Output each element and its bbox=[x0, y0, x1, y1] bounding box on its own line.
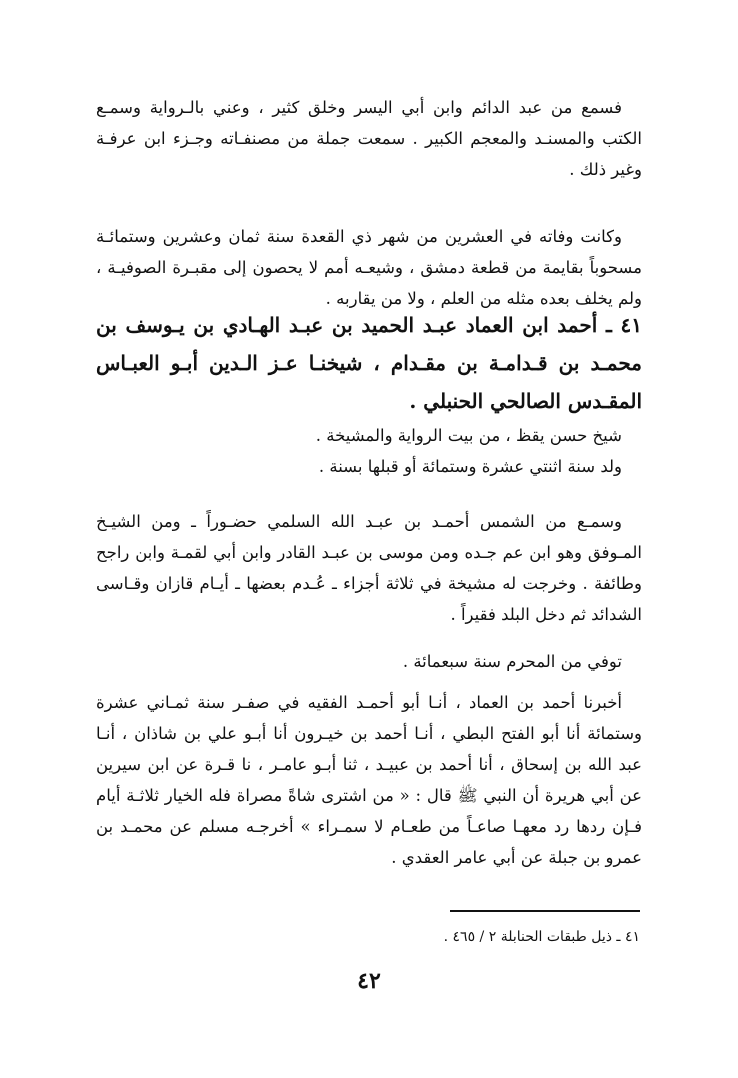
heading-text: ٤١ ـ أحمد ابن العماد عبـد الحميد بن عبـد الهـادي بن يـوسف بن محمـد بن قـدامـة بن مقـدام ، شيخنـا عـز الـدين أبـو العبـاس المقـدس الصالحي الحنبلي . bbox=[96, 313, 642, 413]
paragraph-text: أخبرنا أحمد بن العماد ، أنـا أبو أحمـد الفقيه في صفـر سنة ثمـاني عشرة وستمائة أنا أبو الفتح البطي ، أنـا أحمد بن خيـرون أنا أبـو علي بن شاذان ، أنـا عبد الله بن إسحاق ، أنا أحمد بن عبيـد ، ثنا أبـو عامـر ، نا قـرة عن ابن سيرين عن أبي هريرة أن النبي ﷺ قال : « من اشترى شاةً مصراة فله الخيار ثلاثـة أيام فـإن ردها رد معهـا صاعـاً من طعـام لا سمـراء » أخرجـه مسلم عن محمـد بن عمرو بن جبلة عن أبي عامر العقدي . bbox=[96, 693, 642, 867]
paragraph-hadith-chain bbox=[96, 687, 642, 873]
paragraph-text: توفي من المحرم سنة سبعمائة . bbox=[402, 652, 622, 671]
paragraph-narration-continued bbox=[96, 92, 642, 185]
paragraph-text: وسمـع من الشمس أحمـد بن عبـد الله السلمي حضـوراً ـ ومن الشيـخ المـوفق وهو ابن عم جـده ومن موسى بن عبـد القادر وابن أبي لقمـة وابن راجح وطائفة . وخرجت له مشيخة في ثلاثة أجزاء ـ عُـدم بعضها ـ أيـام قازان وقـاسى الشدائد ثم دخل البلد فقيراً . bbox=[96, 512, 642, 624]
paragraph-teachers bbox=[96, 506, 642, 630]
page-number: ٤٢ bbox=[357, 968, 381, 994]
birth-line: ولد سنة اثنتي عشرة وستمائة أو قبلها بسنة . bbox=[318, 457, 622, 476]
footnote: ٤١ ـ ذيل طبقات الحنابلة ٢ / ٤٦٥ . bbox=[443, 929, 640, 945]
biography-heading-41 bbox=[96, 306, 642, 420]
paragraph-description bbox=[96, 420, 642, 482]
paragraph-text: فسمع من عبد الدائم وابن أبي اليسر وخلق كثير ، وعني بالـرواية وسمـع الكتب والمسنـد والمعجم الكبير . سمعت جملة من مصنفـاته وجـزء ابن عرفـة وغير ذلك . bbox=[96, 98, 642, 179]
paragraph-death-date bbox=[96, 646, 642, 677]
footnote-divider bbox=[450, 910, 640, 912]
paragraph-text: وكانت وفاته في العشرين من شهر ذي القعدة سنة ثمان وعشرين وستمائـة مسحوباً بقايمة من قطعة دمشق ، وشيعـه أمم لا يحصون إلى مقبـرة الصوفيـة ، ولم يخلف بعده مثله من العلم ، ولا من يقاربه . bbox=[96, 227, 642, 308]
description-line: شيخ حسن يقظ ، من بيت الرواية والمشيخة . bbox=[315, 426, 622, 445]
paragraph-death-notice bbox=[96, 221, 642, 314]
